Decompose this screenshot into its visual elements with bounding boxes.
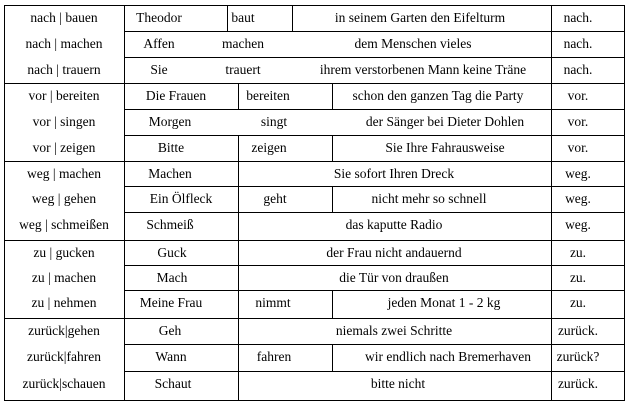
- verb-cell: nach | bauen: [30, 10, 98, 25]
- verb-form-cell: machen: [222, 36, 264, 51]
- table-rule: [238, 83, 239, 109]
- table-rule: [4, 83, 625, 84]
- particle-cell: vor.: [567, 140, 589, 155]
- verb-cell: weg | gehen: [31, 191, 97, 206]
- verb-form-cell: fahren: [256, 349, 292, 364]
- table-rule: [124, 186, 625, 187]
- subject-cell: Theodor: [136, 10, 182, 25]
- table-rule: [124, 57, 625, 58]
- table-rule: [238, 161, 239, 186]
- verb-form-cell: bereiten: [246, 88, 290, 103]
- particle-cell: nach.: [563, 62, 593, 77]
- particle-cell: zurück.: [557, 323, 599, 338]
- particle-cell: vor.: [567, 114, 589, 129]
- particle-cell: vor.: [567, 88, 589, 103]
- object-cell: wir endlich nach Bremerhaven: [364, 349, 532, 364]
- table-rule: [124, 344, 625, 345]
- verb-cell: nach | machen: [25, 36, 103, 51]
- object-cell: schon den ganzen Tag die Party: [352, 88, 524, 103]
- subject-cell: Sie: [150, 62, 168, 77]
- verb-cell: zu | nehmen: [31, 295, 97, 310]
- verb-cell: weg | machen: [27, 166, 101, 181]
- table-rule: [624, 5, 625, 401]
- object-cell: die Tür von draußen: [339, 270, 449, 285]
- table-rule: [238, 318, 239, 344]
- verb-cell: vor | singen: [32, 114, 96, 129]
- table-rule: [332, 290, 333, 318]
- table-rule: [124, 212, 625, 213]
- subject-cell: Geh: [158, 323, 182, 338]
- table-rule: [238, 186, 239, 212]
- subject-cell: Schmeiß: [146, 217, 194, 232]
- object-cell: ihrem verstorbenen Mann keine Träne: [319, 62, 527, 77]
- subject-cell: Affen: [143, 36, 175, 51]
- table-rule: [238, 344, 239, 371]
- particle-cell: nach.: [563, 36, 593, 51]
- object-cell: niemals zwei Schritte: [335, 323, 453, 338]
- object-cell: bitte nicht: [370, 376, 426, 391]
- verb-cell: zu | machen: [31, 270, 97, 285]
- table-rule: [332, 344, 333, 371]
- subject-cell: Bitte: [157, 140, 185, 155]
- table-rule: [4, 318, 625, 319]
- subject-cell: Schaut: [154, 376, 192, 391]
- table-rule: [238, 290, 239, 318]
- subject-cell: Die Frauen: [145, 88, 207, 103]
- particle-cell: weg.: [565, 191, 591, 206]
- table-rule: [238, 265, 239, 290]
- verb-cell: zurück|schauen: [22, 376, 106, 391]
- table-rule: [238, 240, 239, 265]
- verb-form-cell: geht: [263, 191, 287, 206]
- table-rule: [4, 161, 625, 162]
- object-cell: Sie Ihre Fahrausweise: [385, 140, 505, 155]
- table-rule: [238, 371, 239, 400]
- verb-cell: vor | bereiten: [28, 88, 100, 103]
- object-cell: das kaputte Radio: [345, 217, 443, 232]
- verb-cell: vor | zeigen: [32, 140, 96, 155]
- particle-cell: zurück?: [556, 349, 600, 364]
- verb-form-cell: baut: [231, 10, 255, 25]
- subject-cell: Mach: [156, 270, 188, 285]
- verb-form-cell: nimmt: [255, 295, 291, 310]
- subject-cell: Morgen: [148, 114, 192, 129]
- subject-cell: Wann: [155, 349, 187, 364]
- table-rule: [238, 212, 239, 240]
- subject-cell: Meine Frau: [139, 295, 203, 310]
- table-rule: [332, 83, 333, 109]
- subject-cell: Ein Ölfleck: [149, 191, 213, 206]
- table-rule: [124, 31, 625, 32]
- particle-cell: zu.: [569, 270, 587, 285]
- object-cell: nicht mehr so schnell: [371, 191, 487, 206]
- table-rule: [4, 5, 625, 6]
- object-cell: in seinem Garten den Eifelturm: [334, 10, 506, 25]
- table-rule: [124, 265, 625, 266]
- table-rule: [4, 240, 625, 241]
- particle-cell: weg.: [565, 217, 591, 232]
- object-cell: der Sänger bei Dieter Dohlen: [365, 114, 525, 129]
- verb-cell: weg | schmeißen: [19, 217, 109, 232]
- table-rule: [238, 135, 239, 161]
- particle-cell: zu.: [569, 295, 587, 310]
- particle-cell: weg.: [565, 166, 591, 181]
- object-cell: der Frau nicht andauernd: [326, 245, 462, 260]
- verb-form-cell: zeigen: [251, 140, 287, 155]
- particle-cell: zu.: [569, 245, 587, 260]
- subject-cell: Guck: [157, 245, 187, 260]
- table-rule: [4, 5, 5, 401]
- object-cell: jeden Monat 1 - 2 kg: [387, 295, 501, 310]
- verb-cell: zurück|gehen: [28, 323, 100, 338]
- object-cell: Sie sofort Ihren Dreck: [333, 166, 455, 181]
- table-rule: [124, 135, 625, 136]
- verb-cell: nach | trauern: [27, 62, 101, 77]
- verb-cell: zu | gucken: [33, 245, 95, 260]
- table-rule: [551, 5, 552, 401]
- verb-form-cell: trauert: [225, 62, 261, 77]
- particle-cell: zurück.: [557, 376, 599, 391]
- table-rule: [124, 5, 125, 401]
- verb-cell: zurück|fahren: [27, 349, 101, 364]
- table-rule: [332, 135, 333, 161]
- table-rule: [124, 371, 625, 372]
- particle-cell: nach.: [563, 10, 593, 25]
- object-cell: dem Menschen vieles: [354, 36, 472, 51]
- table-rule: [227, 5, 228, 31]
- table-rule: [292, 5, 293, 31]
- table-rule: [332, 186, 333, 212]
- subject-cell: Machen: [148, 166, 192, 181]
- table-rule: [124, 290, 625, 291]
- table-rule: [124, 109, 625, 110]
- verb-form-cell: singt: [260, 114, 288, 129]
- table-rule: [4, 400, 625, 401]
